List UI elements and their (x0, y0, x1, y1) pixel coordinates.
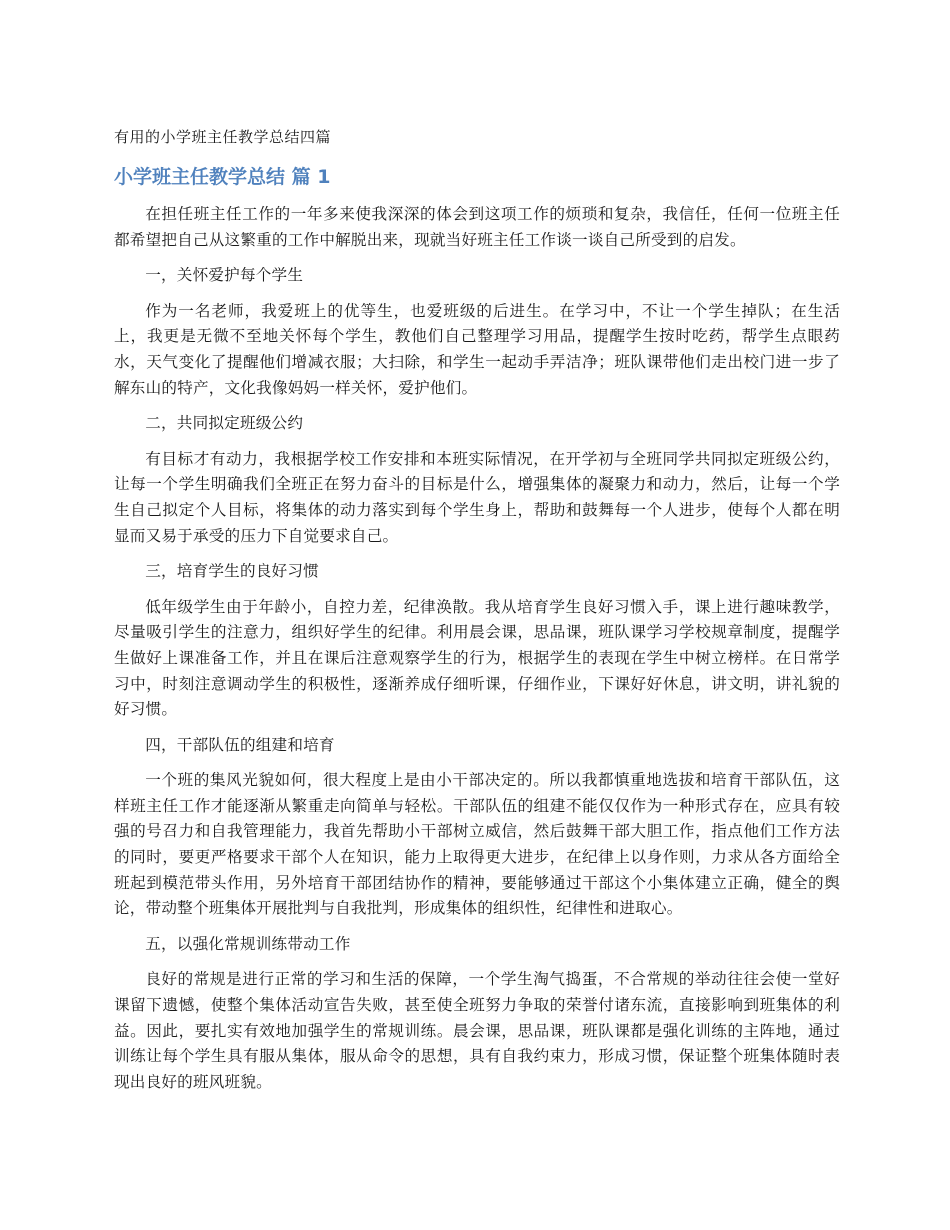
section-5-title: 五，以强化常规训练带动工作 (145, 934, 351, 953)
section-2-paragraph: 有目标才有动力，我根据学校工作安排和本班实际情况，在开学初与全班同学共同拟定班级公约，让每一个学生明确我们全班正在努力奋斗的目标是什么，增强集体的凝聚力和动力，然后，让每一个学生自己拟定个人目标，将集体的动力落实到每个学生身上，帮助和鼓舞每一个人进步，使每个人都在明显而又易于承受的压力下自觉要求自己。 (114, 449, 840, 545)
section-4-title: 四，干部队伍的组建和培育 (145, 735, 335, 754)
section-5-paragraph: 良好的常规是进行正常的学习和生活的保障，一个学生淘气捣蛋，不合常规的举动往往会使一堂好课留下遗憾，使整个集体活动宣告失败，甚至使全班努力争取的荣誉付诸东流，直接影响到班集体的利益。因此，要扎实有效地加强学生的常规训练。晨会课，思品课，班队课都是强化训练的主阵地，通过训练让每个学生具有服从集体，服从命令的思想，具有自我约束力，形成习惯，保证整个班集体随时表现出良好的班风班貌。 (114, 970, 840, 1091)
intro-paragraph: 在担任班主任工作的一年多来使我深深的体会到这项工作的烦琐和复杂，我信任，任何一位班主任都希望把自己从这繁重的工作中解脱出来，现就当好班主任工作谈一谈自己所受到的启发。 (114, 205, 840, 249)
document-title: 有用的小学班主任教学总结四篇 (114, 128, 332, 146)
section-4-paragraph: 一个班的集风光貌如何，很大程度上是由小干部决定的。所以我都慎重地选拔和培育干部队伍，这样班主任工作才能逐渐从繁重走向简单与轻松。干部队伍的组建不能仅仅作为一种形式存在，应具有较强的号召力和自我管理能力，我首先帮助小干部树立威信，然后鼓舞干部大胆工作，指点他们工作方法的同时，要更严格要求干部个人在知识，能力上取得更大进步，在纪律上以身作则，力求从各方面给全班起到模范带头作用，另外培育干部团结协作的精神，要能够通过干部这个小集体建立正确，健全的舆论，带动整个班集体开展批判与自我批判，形成集体的组织性，纪律性和进取心。 (114, 771, 840, 918)
section-heading: 小学班主任教学总结 篇 1 (114, 166, 331, 188)
document-body (114, 202, 840, 1105)
section-3-paragraph: 低年级学生由于年龄小，自控力差，纪律涣散。我从培育学生良好习惯入手，课上进行趣味教学，尽量吸引学生的注意力，组织好学生的纪律。利用晨会课，思品课，班队课学习学校规章制度，提醒学生做好上课准备工作，并且在课后注意观察学生的行为，根据学生的表现在学生中树立榜样。在日常学习中，时刻注意调动学生的积极性，逐渐养成仔细听课，仔细作业，下课好好休息，讲文明，讲礼貌的好习惯。 (114, 597, 840, 719)
section-1-title: 一，关怀爱护每个学生 (145, 266, 304, 285)
section-2-title: 二，共同拟定班级公约 (145, 414, 304, 433)
section-3-title: 三，培育学生的良好习惯 (145, 562, 319, 581)
section-1-paragraph: 作为一名老师，我爱班上的优等生，也爱班级的后进生。在学习中，不让一个学生掉队；在生活上，我更是无微不至地关怀每个学生，教他们自己整理学习用品，提醒学生按时吃药，帮学生点眼药水，天气变化了提醒他们增减衣服；大扫除，和学生一起动手弄洁净；班队课带他们走出校门进一步了解东山的特产，文化我像妈妈一样关怀，爱护他们。 (114, 301, 840, 397)
